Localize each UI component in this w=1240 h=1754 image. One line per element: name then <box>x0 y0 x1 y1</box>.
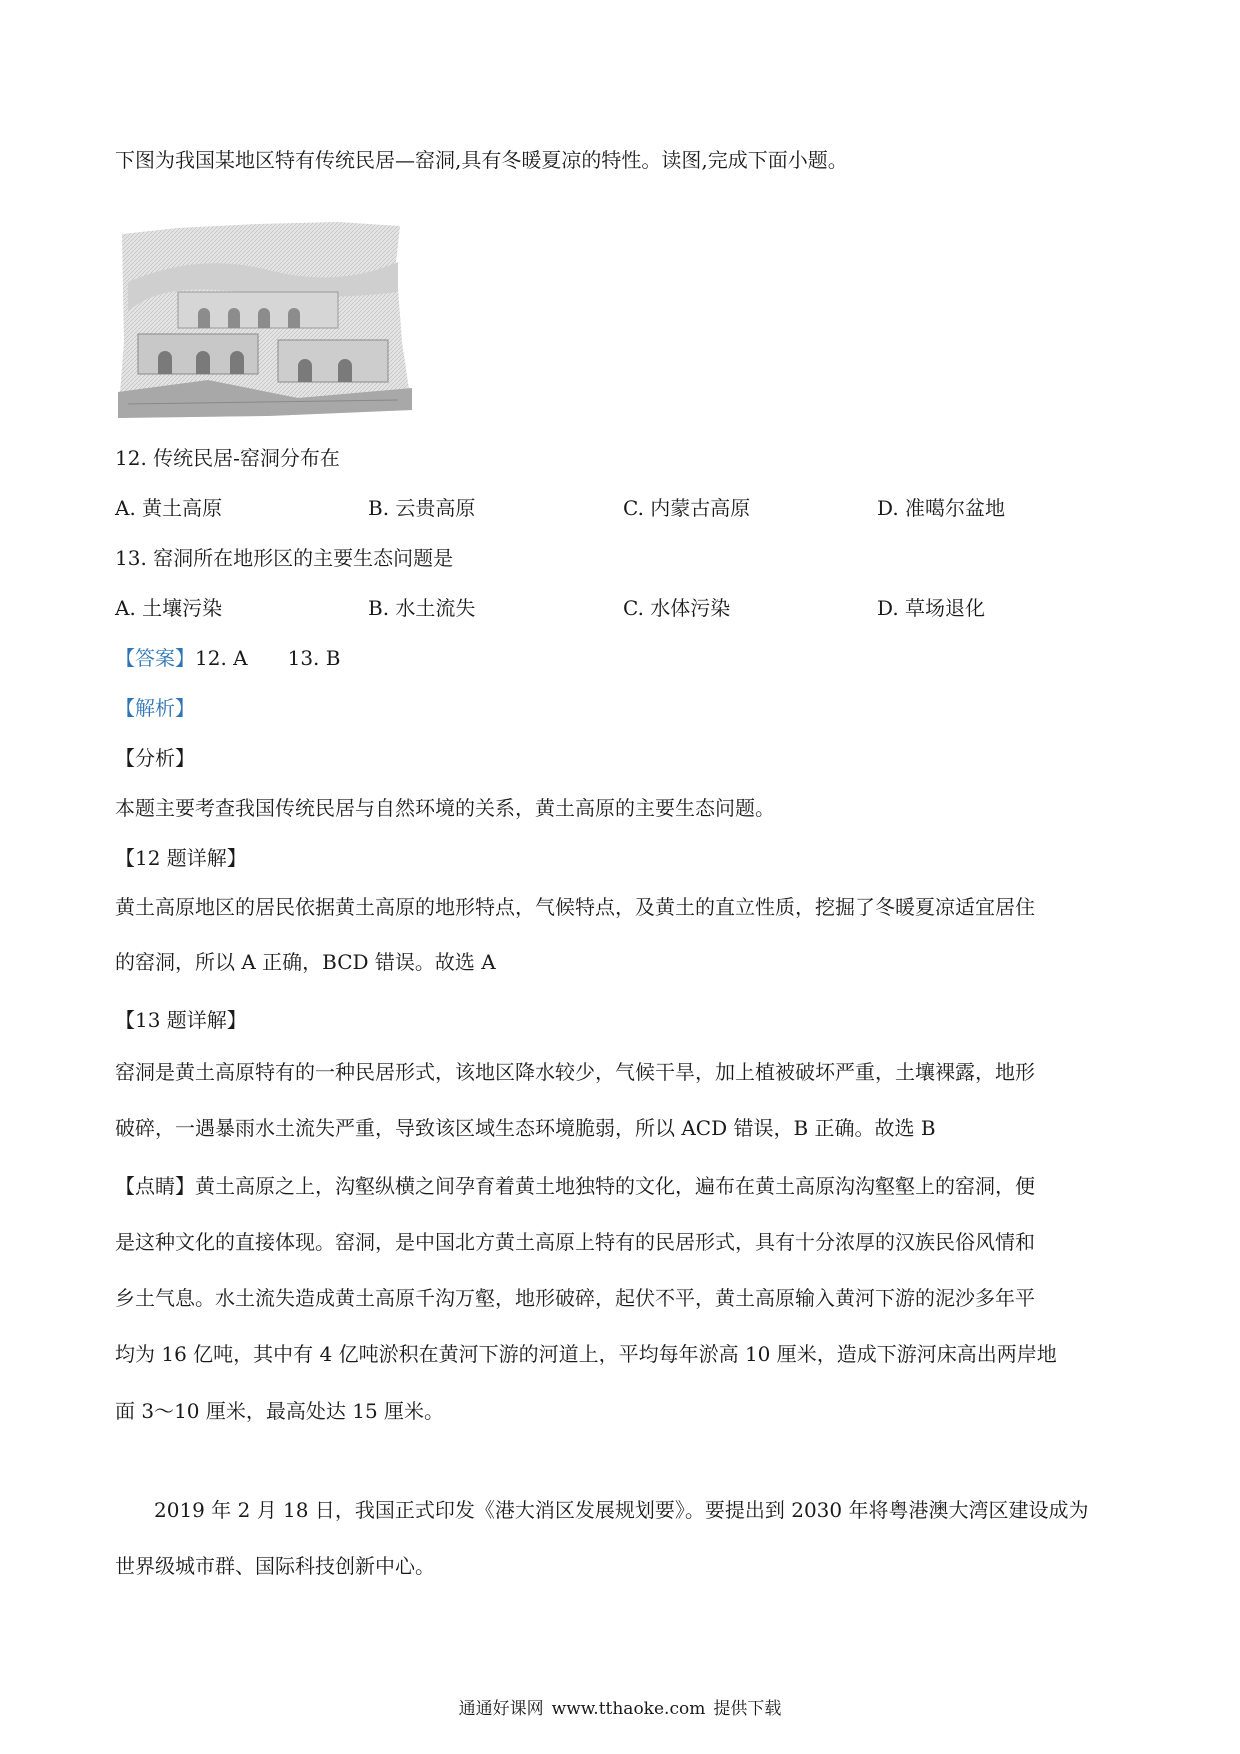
footer-suffix: 提供下载 <box>713 1699 782 1719</box>
fenxi-label: 【分析】 <box>115 746 195 770</box>
q13-option-a: A. 土壤污染 <box>115 596 223 620</box>
footer-url: www.tthaoke.com <box>551 1699 706 1719</box>
q12-option-a: A. 黄土高原 <box>115 496 223 520</box>
dianjing-line4: 均为 16 亿吨，其中有 4 亿吨淤积在黄河下游的河道上，平均每年淤高 10 厘米，造成下游河床高出两岸地 <box>115 1342 1057 1366</box>
analysis-label: 【解析】 <box>115 696 195 720</box>
q13-option-b: B. 水土流失 <box>368 596 476 620</box>
footer-site: 通通好课网 <box>458 1699 544 1719</box>
q12-option-b: B. 云贵高原 <box>368 496 476 520</box>
dianjing-line2: 是这种文化的直接体现。窑洞，是中国北方黄土高原上特有的民居形式，具有十分浓厚的汉族民俗风情和 <box>115 1230 1035 1254</box>
q12-stem: 12. 传统民居-窑洞分布在 <box>115 446 340 470</box>
detail13-line1: 窑洞是黄土高原特有的一种民居形式，该地区降水较少，气候干旱，加上植被破坏严重，土壤裸露，地形 <box>115 1060 1035 1084</box>
answer-row <box>115 644 340 672</box>
q12-option-d: D. 准噶尔盆地 <box>877 496 1006 520</box>
dianjing-line3: 乡土气息。水土流失造成黄土高原千沟万壑，地形破碎，起伏不平，黄土高原输入黄河下游的泥沙多年平 <box>115 1286 1035 1310</box>
answer-12: 12. A <box>195 646 248 670</box>
next-intro-line1: 2019 年 2 月 18 日，我国正式印发《港大消区发展规划要》。要提出到 2030 年将粤港澳大湾区建设成为 <box>154 1498 1089 1522</box>
fenxi-text: 本题主要考查我国传统民居与自然环境的关系，黄土高原的主要生态问题。 <box>115 796 775 820</box>
dianjing-text-1: 黄土高原之上，沟壑纵横之间孕育着黄土地独特的文化，遍布在黄土高原沟沟壑壑上的窑洞，便 <box>195 1174 1035 1198</box>
answer-label: 【答案】 <box>115 646 195 670</box>
q13-stem: 13. 窑洞所在地形区的主要生态问题是 <box>115 546 454 570</box>
detail12-line2: 的窑洞，所以 A 正确，BCD 错误。故选 A <box>115 950 496 974</box>
page-footer <box>0 1697 1240 1721</box>
dianjing-line5: 面 3～10 厘米，最高处达 15 厘米。 <box>115 1399 445 1423</box>
q12-option-c: C. 内蒙古高原 <box>623 496 751 520</box>
q13-option-c: C. 水体污染 <box>623 596 731 620</box>
dianjing-line1 <box>115 1172 1035 1200</box>
detail12-label: 【12 题详解】 <box>115 846 247 870</box>
next-intro-line2: 世界级城市群、国际科技创新中心。 <box>115 1554 435 1578</box>
cave-dwelling-photo <box>118 222 412 418</box>
question-intro: 下图为我国某地区特有传统民居—窑洞,具有冬暖夏凉的特性。读图,完成下面小题。 <box>115 148 848 172</box>
q13-option-d: D. 草场退化 <box>877 596 986 620</box>
dianjing-label: 【点睛】 <box>115 1174 195 1198</box>
answer-13: 13. B <box>287 646 341 670</box>
detail13-label: 【13 题详解】 <box>115 1008 247 1032</box>
detail12-line1: 黄土高原地区的居民依据黄土高原的地形特点，气候特点，及黄土的直立性质，挖掘了冬暖夏凉适宜居住 <box>115 895 1035 919</box>
detail13-line2: 破碎，一遇暴雨水土流失严重，导致该区域生态环境脆弱，所以 ACD 错误，B 正确。故选 B <box>115 1116 936 1140</box>
